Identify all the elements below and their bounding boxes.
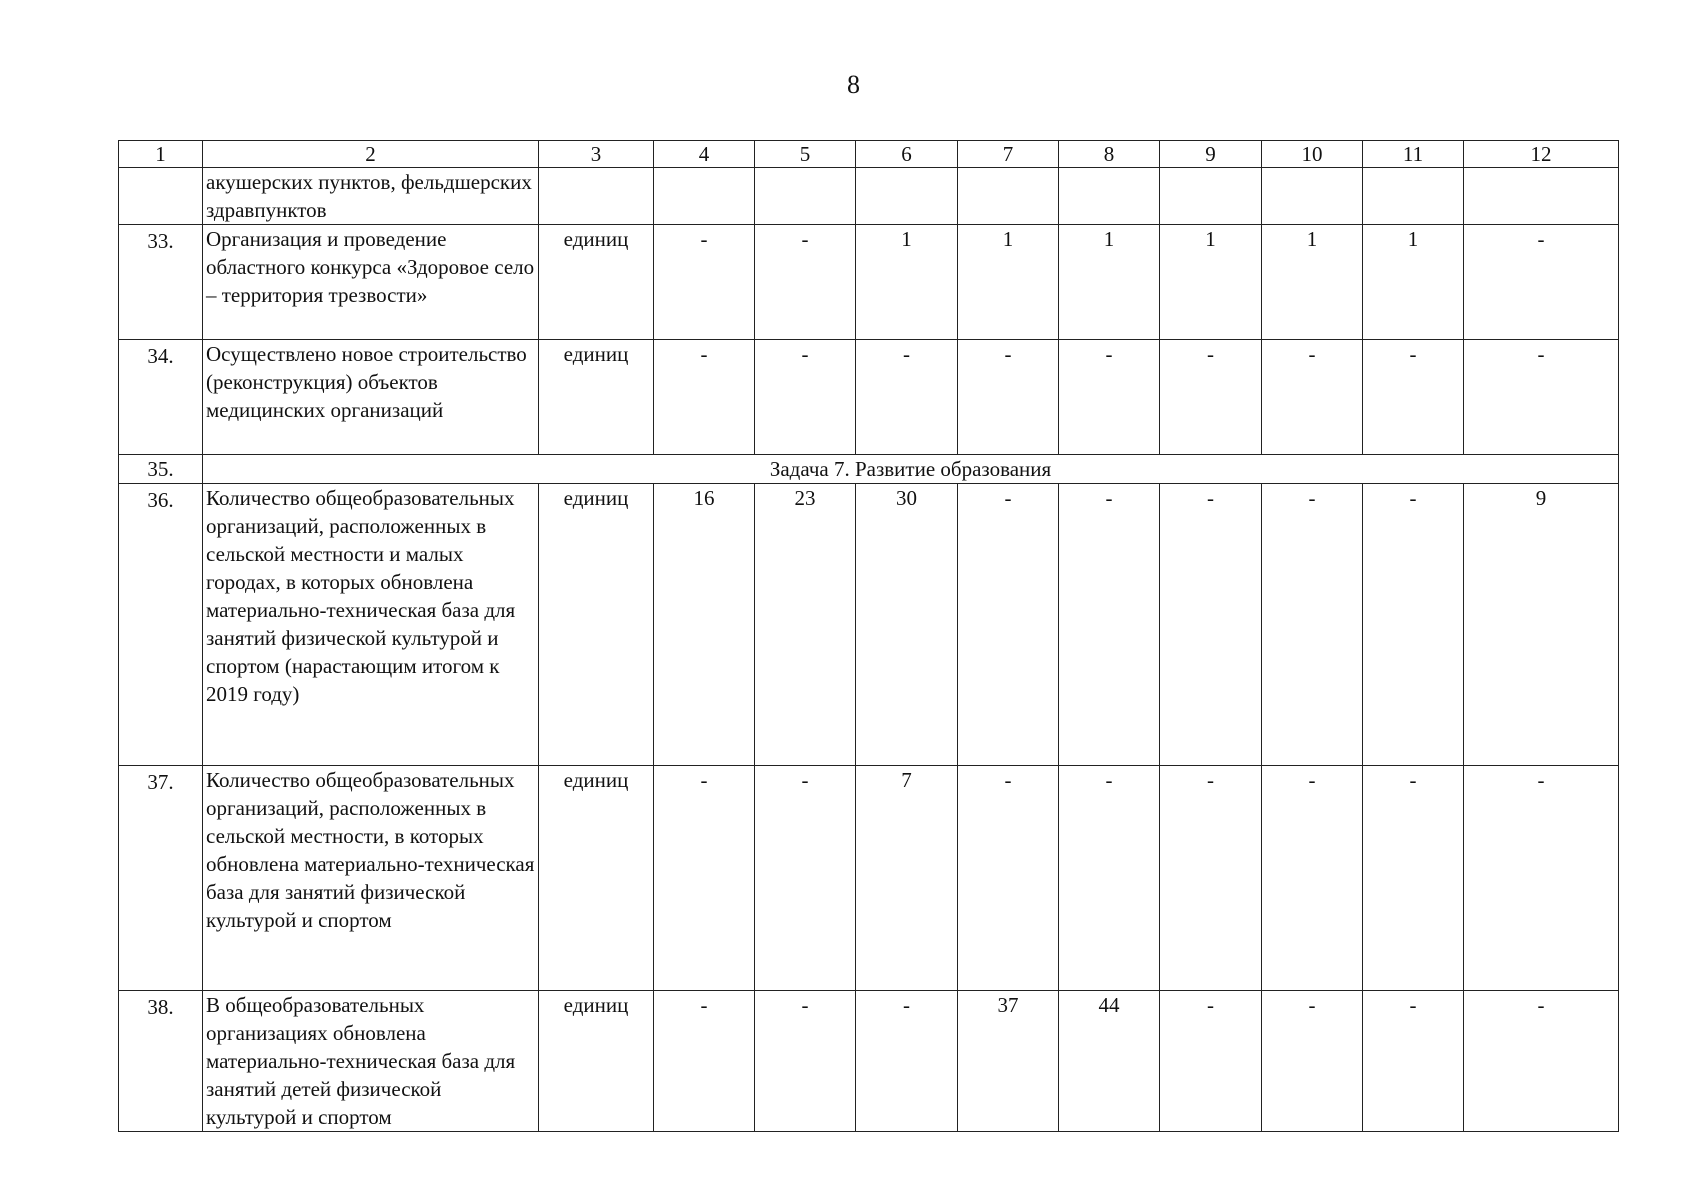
value-cell: - [755,991,856,1132]
header-cell: 1 [119,141,203,168]
indicator-description: Организация и проведение областного конкурса «Здоровое село – территория трезвости» [203,225,539,340]
value-cell: - [1160,991,1262,1132]
indicator-description: Осуществлено новое строительство (реконструкция) объектов медицинских организаций [203,340,539,455]
value-cell: - [1059,484,1160,766]
value-cell: - [1262,766,1363,991]
header-cell: 12 [1464,141,1619,168]
value-cell: - [1363,991,1464,1132]
value-cell: - [1262,340,1363,455]
row-number: 37. [119,766,203,991]
header-cell: 11 [1363,141,1464,168]
table-header-row [119,141,1619,168]
unit-cell: единиц [539,991,654,1132]
value-cell: - [755,766,856,991]
row-number: 34. [119,340,203,455]
value-cell: - [1160,766,1262,991]
value-cell: 1 [1059,225,1160,340]
header-cell: 3 [539,141,654,168]
table-row [119,168,1619,225]
header-cell: 2 [203,141,539,168]
value-cell: 1 [1363,225,1464,340]
section-title: Задача 7. Развитие образования [203,455,1619,484]
value-cell: 1 [1262,225,1363,340]
value-cell: - [1464,225,1619,340]
value-cell: - [1363,766,1464,991]
value-cell [654,168,755,225]
value-cell: 37 [958,991,1059,1132]
value-cell: - [1160,340,1262,455]
row-number: 35. [119,455,203,484]
value-cell: - [654,340,755,455]
table-body [119,141,1619,1132]
unit-cell [539,168,654,225]
value-cell: - [654,766,755,991]
value-cell: - [1262,991,1363,1132]
unit-cell: единиц [539,766,654,991]
table-row [119,991,1619,1132]
header-cell: 4 [654,141,755,168]
value-cell: - [1059,766,1160,991]
table-row [119,484,1619,766]
value-cell: 44 [1059,991,1160,1132]
unit-cell: единиц [539,484,654,766]
value-cell: - [1262,484,1363,766]
value-cell: 1 [1160,225,1262,340]
value-cell: - [755,340,856,455]
unit-cell: единиц [539,340,654,455]
value-cell: - [1059,340,1160,455]
value-cell: - [1464,991,1619,1132]
table-row [119,340,1619,455]
indicator-description: акушерских пунктов, фельдшерских здравпунктов [203,168,539,225]
indicators-table [118,140,1619,1132]
value-cell [1262,168,1363,225]
value-cell: 9 [1464,484,1619,766]
value-cell: - [1160,484,1262,766]
indicator-description: Количество общеобразовательных организаций, расположенных в сельской местности, в которых обновлена материально-техническая база для занятий физической культурой и спортом [203,766,539,991]
value-cell: - [1464,340,1619,455]
value-cell: - [1363,340,1464,455]
value-cell: 1 [856,225,958,340]
indicator-description: В общеобразовательных организациях обновлена материально-техническая база для занятий детей физической культурой и спортом [203,991,539,1132]
value-cell: - [856,991,958,1132]
indicator-description: Количество общеобразовательных организаций, расположенных в сельской местности и малых городах, в которых обновлена материально-техническая база для занятий физической культурой и спортом (нарастающим итогом к 2019 году) [203,484,539,766]
row-number: 38. [119,991,203,1132]
value-cell: 16 [654,484,755,766]
value-cell: 30 [856,484,958,766]
value-cell: - [856,340,958,455]
value-cell [1160,168,1262,225]
value-cell: - [958,484,1059,766]
value-cell [958,168,1059,225]
value-cell [1059,168,1160,225]
header-cell: 9 [1160,141,1262,168]
header-cell: 8 [1059,141,1160,168]
value-cell: 23 [755,484,856,766]
value-cell: 7 [856,766,958,991]
header-cell: 7 [958,141,1059,168]
table-row [119,225,1619,340]
unit-cell: единиц [539,225,654,340]
header-cell: 6 [856,141,958,168]
row-number: 36. [119,484,203,766]
value-cell [1363,168,1464,225]
value-cell: - [1363,484,1464,766]
value-cell [856,168,958,225]
value-cell [1464,168,1619,225]
header-cell: 10 [1262,141,1363,168]
value-cell: - [958,340,1059,455]
value-cell: - [1464,766,1619,991]
header-cell: 5 [755,141,856,168]
row-number: 33. [119,225,203,340]
value-cell: - [654,225,755,340]
table-row [119,766,1619,991]
page-number: 8 [847,70,860,99]
value-cell: - [958,766,1059,991]
section-row [119,455,1619,484]
value-cell [755,168,856,225]
value-cell: - [654,991,755,1132]
row-number [119,168,203,225]
value-cell: - [755,225,856,340]
value-cell: 1 [958,225,1059,340]
